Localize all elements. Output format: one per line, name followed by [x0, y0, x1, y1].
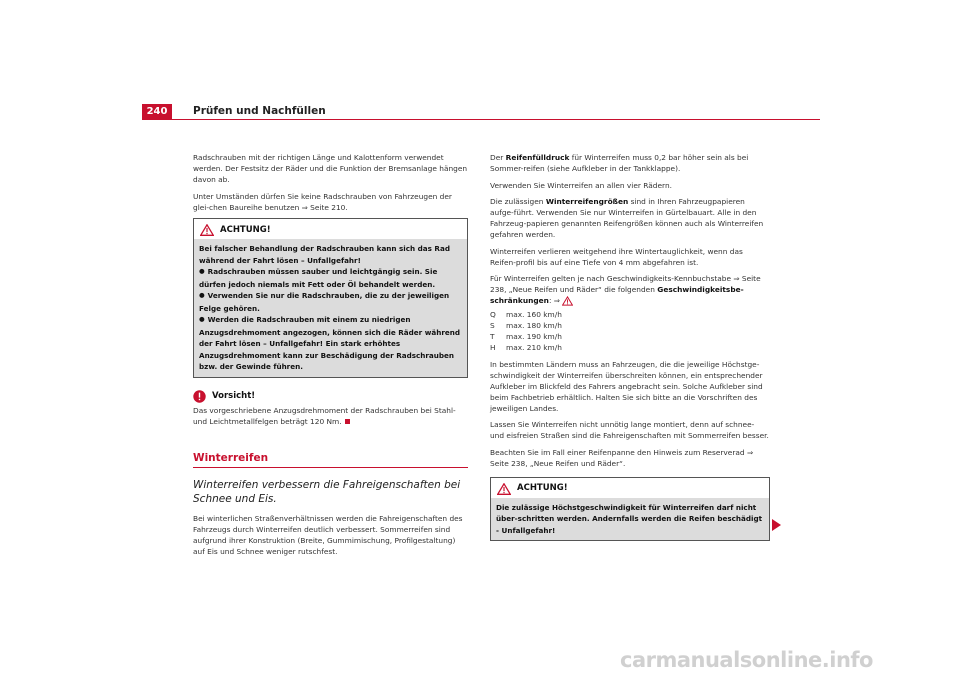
- bold-term-tire-pressure: Reifenfülldruck: [505, 153, 570, 162]
- text-run: Der: [490, 153, 506, 162]
- speed-limit-row: [490, 309, 770, 320]
- page-number: 240: [142, 104, 172, 119]
- speed-code: Q: [490, 310, 496, 319]
- speed-limit-row: [490, 320, 770, 331]
- speed-code: T: [490, 332, 495, 341]
- speed-value: max. 180 km/h: [506, 321, 562, 330]
- caution-text: [193, 405, 468, 427]
- section-paragraph-1: Bei winterlichen Straßenverhältnissen werden die Fahreigenschaften des Fahrzeugs durch Winterreifen deutlich verbessert. Sommerreifen sind aufgrund ihrer Konstruktion (Breite, Gummimischung, Profilgestaltung) auf Eis und Schnee weniger rutschfest.: [193, 513, 463, 556]
- caution-text-content: Das vorgeschriebene Anzugsdrehmoment der Radschrauben bei Stahl- und Leichtmetallfelgen beträgt 120 Nm.: [193, 405, 456, 426]
- warning-header: [491, 478, 769, 498]
- warning-bullet-2: ● Verwenden Sie nur die Radschrauben, die zu der jeweiligen Felge gehören.: [199, 290, 462, 314]
- speed-value: max. 160 km/h: [506, 310, 562, 319]
- speed-code: S: [490, 321, 495, 330]
- right-paragraph-3: [490, 196, 770, 240]
- left-paragraph-2: Unter Umständen dürfen Sie keine Radschrauben von Fahrzeugen der glei-chen Baureihe benutzen ⇒ Seite 210.: [193, 191, 452, 212]
- right-paragraph-6: In bestimmten Ländern muss an Fahrzeugen, die die jeweilige Höchstge-schwindigkeit der Winterreifen überschreiten können, ein entsprechender Aufkleber im Blickfeld des Fahrers angebracht sein. Solche Aufkleber sind beim Fachbetrieb erhältlich. Halten Sie sich bitte an die Vorschriften des jeweiligen Landes.: [490, 359, 763, 413]
- warning-body: [194, 239, 467, 377]
- left-paragraph-1: Radschrauben mit der richtigen Länge und Kalottenform verwendet werden. Der Festsitz der Räder und die Funktion der Bremsanlage hängen davon ab.: [193, 153, 468, 184]
- caution-exclamation-icon: [193, 390, 206, 403]
- text-run: Für Winterreifen gelten je nach Geschwindigkeits-Kennbuchstabe ⇒ Seite 238, „Neue Reifen und Räder“ die folgenden: [490, 274, 761, 294]
- caution-header: [193, 390, 468, 403]
- right-paragraph-1: [490, 152, 770, 174]
- right-paragraph-5: [490, 273, 770, 306]
- text-run: für Winterreifen muss 0,2 bar höher sein als bei Sommer-reifen (siehe Aufkleber in der Tankklappe).: [490, 153, 749, 173]
- bold-term-tire-sizes: Winterreifengrößen: [545, 197, 629, 206]
- warning-body: Die zulässige Höchstgeschwindigkeit für Winterreifen darf nicht über-schritten werden. Andernfalls werden die Reifen beschädigt - Unfallgefahr!: [491, 498, 769, 541]
- speed-code: H: [490, 343, 496, 352]
- left-column: [193, 152, 468, 562]
- text-run: sind in Ihren Fahrzeugpapieren aufge-führt. Verwenden Sie nur Winterreifen in Gürtelbauart. Alle in den Fahrzeug-papieren genannten Reifengrößen können auch als Winterreifen gefahren werden.: [490, 197, 764, 239]
- warning-triangle-icon: [562, 296, 573, 306]
- warning-triangle-icon: [200, 224, 214, 236]
- right-paragraph-8: Beachten Sie im Fall einer Reifenpanne den Hinweis zum Reserverad ⇒ Seite 238, „Neue Reifen und Räder“.: [490, 447, 754, 468]
- right-paragraph-4: Winterreifen verlieren weitgehend ihre Wintertauglichkeit, wenn das Reifen-profil bis auf eine Tiefe von 4 mm abgefahren ist.: [490, 246, 743, 267]
- warning-bullet-1: ● Radschrauben müssen sauber und leichtgängig sein. Sie dürfen jedoch niemals mit Fett oder Öl behandelt werden.: [199, 266, 462, 290]
- bold-term-speed-limits: Geschwindigkeitsbe-schränkungen: [490, 285, 744, 305]
- text-run: : ⇒: [548, 296, 560, 305]
- warning-triangle-icon: [497, 483, 511, 495]
- right-paragraph-7: Lassen Sie Winterreifen nicht unnötig lange montiert, denn auf schnee- und eisfreien Straßen sind die Fahreigenschaften mit Sommerreifen besser.: [490, 420, 769, 440]
- right-column: [490, 152, 770, 553]
- section-end-marker: [345, 419, 350, 424]
- warning-box-wheel-bolts: [193, 218, 468, 378]
- warning-intro: Bei falscher Behandlung der Radschrauben kann sich das Rad während der Fahrt lösen – Unfallgefahr!: [199, 244, 450, 265]
- section-title-winterreifen: Winterreifen: [193, 453, 468, 468]
- page-header-title: Prüfen und Nachfüllen: [193, 105, 326, 117]
- continue-arrow-icon: [772, 519, 781, 531]
- speed-limit-row: [490, 331, 770, 342]
- speed-limit-list: [490, 309, 770, 353]
- warning-bullet-3: ● Werden die Radschrauben mit einem zu niedrigen Anzugsdrehmoment angezogen, können sich die Räder während der Fahrt lösen – Unfallgefahr! Ein stark erhöhtes Anzugsdrehmoment kann zur Beschädigung der Radschrauben bzw. der Gewinde führen.: [199, 314, 462, 373]
- caution-label: Vorsicht!: [212, 390, 256, 401]
- warning-label: ACHTUNG!: [517, 483, 568, 493]
- warning-header: [194, 219, 467, 239]
- warning-label: ACHTUNG!: [220, 224, 271, 235]
- warning-box-winter-speed: [490, 477, 770, 542]
- speed-value: max. 210 km/h: [506, 343, 562, 352]
- watermark: carmanualsonline.info: [620, 648, 873, 672]
- speed-limit-row: [490, 342, 770, 353]
- header-rule: [142, 119, 820, 120]
- right-paragraph-2: Verwenden Sie Winterreifen an allen vier Rädern.: [490, 180, 672, 190]
- text-run: Die zulässigen: [490, 197, 546, 206]
- section-subtitle: Winterreifen verbessern die Fahreigenschaften bei Schnee und Eis.: [193, 478, 461, 505]
- speed-value: max. 190 km/h: [506, 332, 562, 341]
